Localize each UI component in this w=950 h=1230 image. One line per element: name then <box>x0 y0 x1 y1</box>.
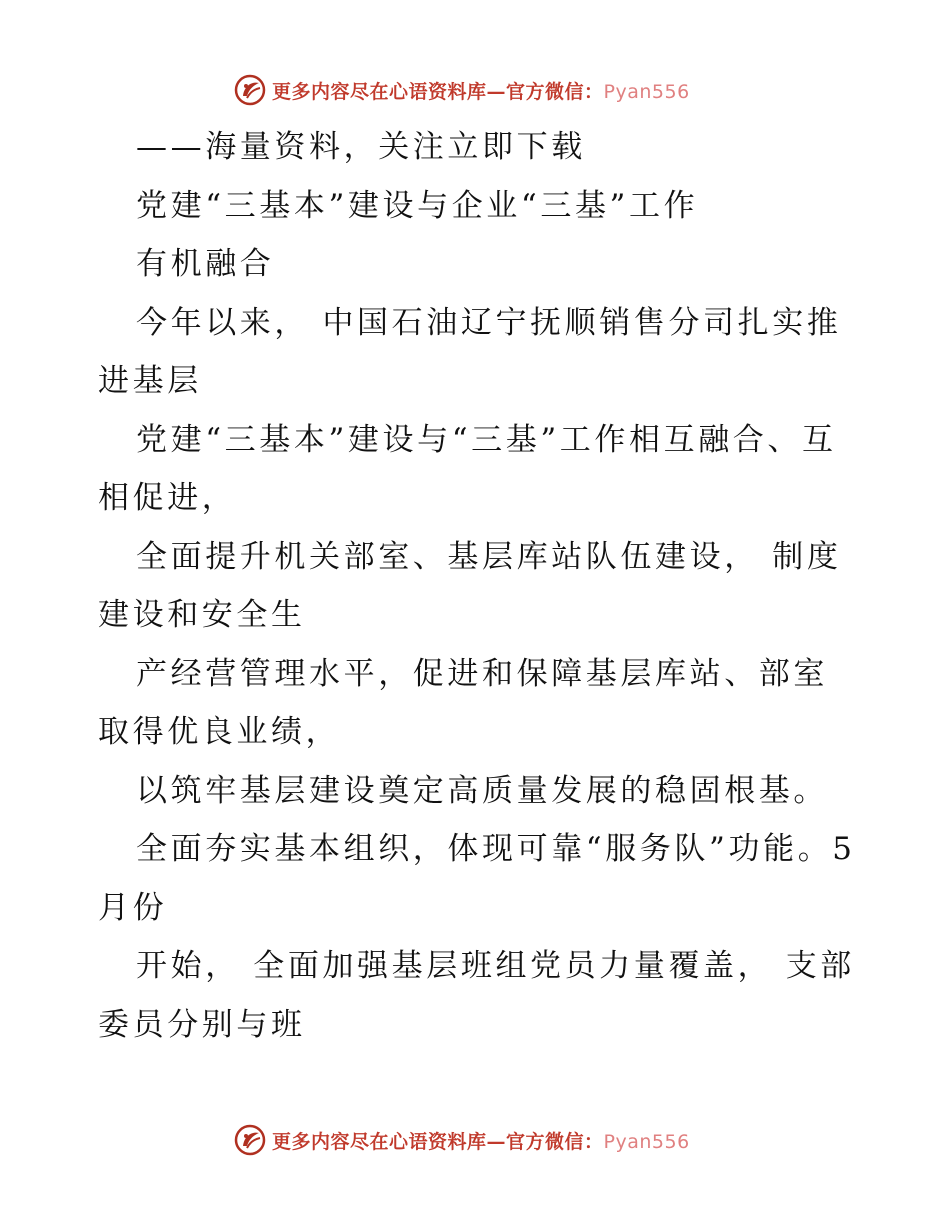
header-watermark <box>234 72 690 108</box>
paragraph: 党建“三基本”建设与企业“三基”工作 <box>136 187 699 224</box>
footer-watermark <box>234 1122 690 1158</box>
watermark-text <box>272 1127 690 1154</box>
paragraph: 产经营管理水平，促进和保障基层库站、部室取得优良业绩， <box>98 655 828 750</box>
paragraph: 今年以来， 中国石油辽宁抚顺销售分司扎实推进基层 <box>98 304 842 399</box>
watermark-label: 更多内容尽在心语资料库—官方微信： <box>272 1130 604 1153</box>
logo-swirl-icon <box>234 74 266 106</box>
paragraph: 全面夯实基本组织，体现可靠“服务队”功能。5 月份 <box>98 831 856 926</box>
watermark-id: Pyan556 <box>603 1130 690 1153</box>
watermark-label: 更多内容尽在心语资料库—官方微信： <box>272 80 604 103</box>
paragraph: 以筑牢基层建设奠定高质量发展的稳固根基。 <box>136 772 828 809</box>
document-body <box>98 118 858 1054</box>
paragraph: ——海量资料，关注立即下载 <box>136 129 586 165</box>
paragraph: 开始， 全面加强基层班组党员力量覆盖， 支部委员分别与班 <box>98 948 855 1043</box>
watermark-text <box>272 77 690 104</box>
logo-swirl-icon <box>234 1124 266 1156</box>
paragraph: 党建“三基本”建设与“三基”工作相互融合、互相促进， <box>98 421 837 516</box>
watermark-id: Pyan556 <box>603 80 690 103</box>
paragraph: 全面提升机关部室、基层库站队伍建设， 制度建设和安全生 <box>98 538 842 633</box>
paragraph: 有机融合 <box>136 246 275 282</box>
